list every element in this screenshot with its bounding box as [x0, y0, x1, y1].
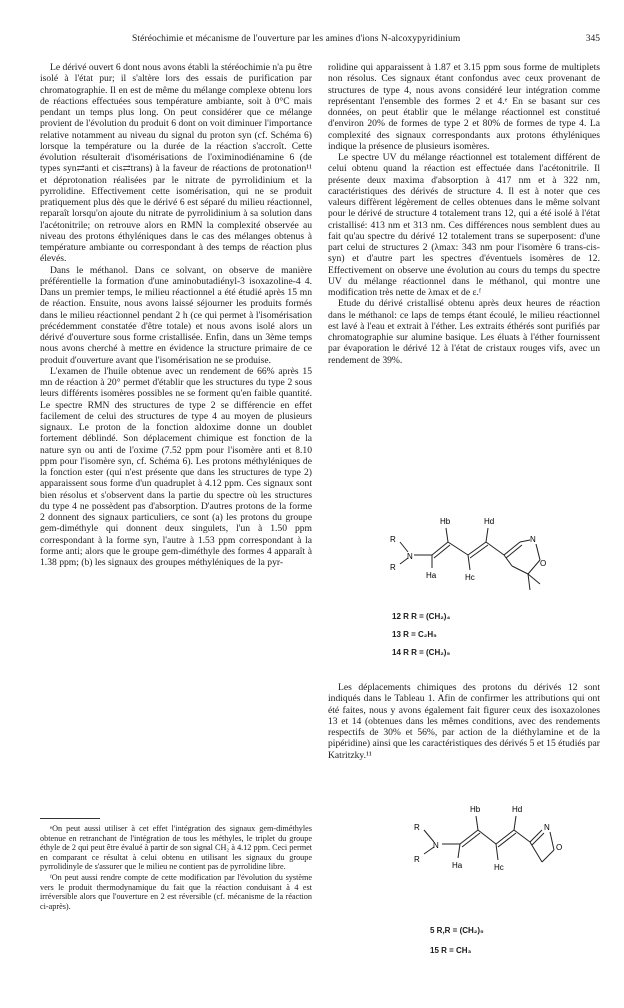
- atom-label: R: [390, 535, 396, 544]
- paragraph: Dans le méthanol. Dans ce solvant, on observe de manière préférentielle la formation d'une aminobutadiényl-3 isoxazoline-4 4. Dans un premier temps, le milieu réactionnel a été étudié après 15 mn de réaction. Ensuite, nous avons laissé séjourner les produits formés dans le milieu réactionnel pendant 2 h (ce qui permet à l'isomérisation précédemment constatée d'être totale) et nous avons isolé alors un dérivé d'ouverture sous forme cristallisée. Enfin, dans un 3ème temps nous avons cherché à mettre en évidence la structure primaire de ce produit d'ouverture avant que l'isomérisation ne se produise.: [40, 264, 312, 366]
- atom-label: O: [540, 559, 547, 568]
- atom-label: Hb: [470, 805, 481, 814]
- chemical-structure-12: [380, 512, 580, 602]
- paragraph: L'examen de l'huile obtenue avec un rendement de 66% après 15 mn de réaction à 20° permet d'établir que les structures du type 2 sous leurs différents isomères possibles ne se forment qu'en faible quantité. Le spectre RMN des structures de type 2 se différencie en effet facilement de celui des structures de type 4 au moyen de plusieurs signaux. Le proton de la fonction aldoxime donne un doublet fortement déblindé. Son déplacement chimique est fonction de la nature syn ou anti de l'oxime (7.52 ppm pour l'isomère anti et 8.10 ppm pour l'isomère syn, cf. Schéma 6). Les protons méthyléniques de la fonction ester (qui n'est présente que dans les structures de type 2) apparaissent sous forme d'un quadruplet à 4.12 ppm. Ces signaux sont bien résolus et s'observent dans la partie du spectre où les structures du type 4 ne possèdent pas d'absorption. D'autres protons de la forme 2 donnent des signaux particuliers, ce sont (a) les protons du groupe gem-diméthyle qui donnent deux singulets, l'un à 1.50 ppm correspondant à la forme syn, l'autre à 1.53 ppm correspondant à la forme anti; alors que le groupe gem-diméthyle des formes 4 apparaît à 1.38 ppm; (b) les signaux des groupes méthyléniques de la pyr-: [40, 365, 312, 568]
- running-header: [40, 34, 600, 48]
- footnote: ᵉOn peut aussi utiliser à cet effet l'intégration des signaux gem-diméthyles obtenue en retranchant de l'intégration de tous les méthyles, le triplet du groupe éthyle de 2 qui peut être évalué à partir de son signal CH₂ à 4.12 ppm. Ceci permet en comparant ce résultat à celui obtenu en utilisant les signaux du groupe pyrrolidinyle de s'assurer que le milieu ne contient pas de pyrrolidine libre.: [40, 824, 312, 872]
- atom-label: O: [556, 843, 563, 852]
- footnote-rule: [40, 818, 100, 819]
- compound-legend-12: 12 R R = (CH₂)₄: [392, 612, 451, 621]
- atom-label: R: [414, 855, 420, 864]
- paragraph: Le spectre UV du mélange réactionnel est totalement différent de celui obtenu quand la réaction est effectuée dans l'acétonitrile. Il présente deux maxima d'absorption à 417 nm et à 322 nm, caractéristiques des dérivés de structure 4. Il est à noter que ces valeurs diffèrent légèrement de celles obtenues dans le même solvant pour le dérivé de structure 4 totalement trans 12, qui a été isolé à l'état cristallisé: 413 nm et 313 nm. Ces différences nous semblent dues au fait qu'au spectre du dérivé 12 totalement trans se superposent: d'une part celui de structures 2 (λmax: 343 nm pour l'isomère 6 trans-cis-syn) et d'autre part les spectres d'éventuels isomères de 12. Effectivement on observe une évolution au cours du temps du spectre UV du mélange réactionnel dans le méthanol, qui montre une modification très nette de λmax et de ε.ᶠ: [328, 152, 600, 298]
- atom-label: N: [544, 823, 550, 832]
- footnote: ᶠOn peut aussi rendre compte de cette modification par l'évolution du système vers le produit thermodynamique du fait que la réaction conduisant à 4 est irréversible alors que l'ouverture en 2 est réversible (cf. mécanisme de la réaction ci-après).: [40, 872, 312, 911]
- atom-label: Hb: [440, 517, 451, 526]
- atom-label: Ha: [426, 571, 437, 580]
- page-number: 345: [585, 34, 600, 44]
- paragraph: Le dérivé ouvert 6 dont nous avons établi la stéréochimie n'a pu être isolé à l'état pur; il s'altère lors des essais de purification par chromatographie. Il en est de même du mélange complexe obtenu lors de réactions effectuées sous température ambiante, soit à 0°C mais pendant un temps plus long. On peut considérer que ce mélange provient de l'évolution du produit 6 dont on voit diminuer l'importance relative notamment au niveau du signal du proton syn (cf. Schéma 6) lorsque la température ou la durée de la réaction s'accroît. Cette évolution résulterait d'isomérisations de l'oximinodiénamine 6 (de types syn⇄anti et cis⇄trans) à la faveur de réactions de protonation¹¹ et déprotonation réalisées par le nitrate de pyrrolidinium et la pyrrolidine. Effectivement cette isomérisation, qui ne se produit pratiquement plus dès que le dérivé 6 est séparé du milieu réactionnel, reparaît lorsqu'on ajoute du nitrate de pyrrolidinium à sa solution dans l'acétonitrile; on retrouve alors en RMN la complexité observée au niveau des protons éthyléniques dans le cas des mélanges obtenus à température ambiante ou correspondant à des temps de réaction plus élevés.: [40, 62, 312, 265]
- compound-legend-14: 14 R R = (CH₂)₅: [392, 648, 451, 657]
- compound-legend-15: 15 R = CH₃: [430, 946, 472, 955]
- atom-label: R: [414, 823, 420, 832]
- structure-drawing: [400, 800, 590, 900]
- atom-label: N: [530, 535, 536, 544]
- atom-label: Hd: [512, 805, 523, 814]
- structure-drawing: [380, 512, 580, 602]
- right-column: [328, 62, 600, 502]
- atom-label: Hc: [494, 863, 504, 872]
- atom-label: R: [390, 563, 396, 572]
- paragraph: Les déplacements chimiques des protons du dérivés 12 sont indiqués dans le Tableau 1. Afin de confirmer les attributions qui ont été faites, nous y avons également fait figurer ceux des isoxazolones 13 et 14 (obtenues dans les mêmes conditions, avec des rendements respectifs de 30% et 56%, par action de la diéthylamine et de la pipéridine) ainsi que les caractéristiques des dérivés 5 et 15 étudiés par Katritzky.¹¹: [328, 682, 600, 761]
- right-column-lower: [328, 682, 600, 761]
- footnotes: [40, 818, 312, 912]
- left-column: [40, 62, 312, 568]
- chemical-structure-5-15: [400, 800, 590, 900]
- atom-label: Hc: [465, 573, 475, 582]
- compound-legend-5: 5 R,R = (CH₂)₅: [430, 926, 484, 935]
- atom-label: N: [433, 841, 439, 850]
- atom-label: Hd: [484, 517, 495, 526]
- paragraph: Etude du dérivé cristallisé obtenu après deux heures de réaction dans le méthanol: ce laps de temps étant écoulé, le milieu réactionnel est lavé à l'eau et extrait à l'éther. Les extraits éthérés sont purifiés par chromatographie sur alumine basique. Les éluats à l'éther fournissent par évaporation le dérivé 12 à l'état de cristaux rouges vifs, avec un rendement de 39%.: [328, 298, 600, 366]
- paragraph: rolidine qui apparaissent à 1.87 et 3.15 ppm sous forme de multiplets non résolus. Ces signaux étant confondus avec ceux provenant de structures de type 4, nous avons considéré leur intégration comme représentant l'ensemble des formes 2 et 4.ᵉ En se basant sur ces données, on peut établir que le mélange réactionnel est constitué d'environ 20% de formes de type 2 et 80% de formes de type 4. La complexité des signaux correspondants aux protons éthyléniques indique la présence de plusieurs isomères.: [328, 62, 600, 152]
- atom-label: Ha: [452, 861, 463, 870]
- compound-legend-13: 13 R = C₂H₅: [392, 630, 437, 639]
- atom-label: N: [407, 552, 413, 561]
- running-title: Stéréochimie et mécanisme de l'ouverture par les amines d'ions N-alcoxypyridinium: [132, 34, 461, 44]
